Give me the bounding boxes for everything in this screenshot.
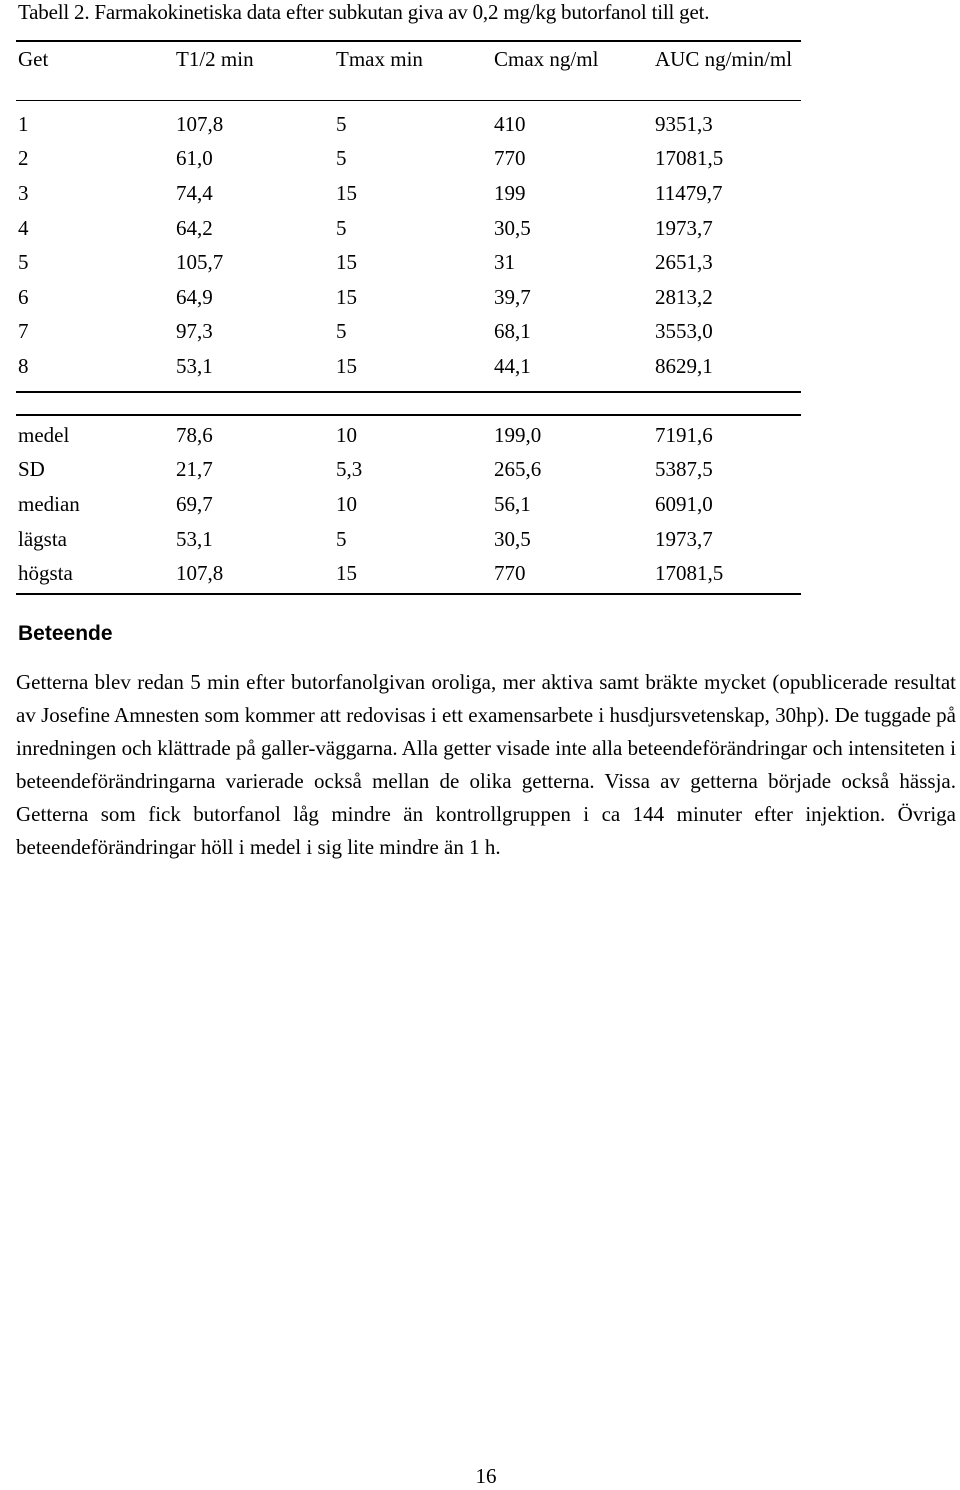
table-cell: 15: [336, 250, 357, 275]
table-cell: 15: [336, 284, 357, 309]
table-cell: 21,7: [176, 457, 213, 482]
table-cell: 2813,2: [655, 284, 713, 309]
table-cell: högsta: [18, 561, 73, 586]
table-cell: 199: [494, 180, 526, 205]
table-cell: 770: [494, 561, 526, 586]
table-cell: median: [18, 491, 80, 516]
table-cell: 69,7: [176, 491, 213, 516]
table-cell: 15: [336, 353, 357, 378]
table-cell: 44,1: [494, 353, 531, 378]
table-cell: 3: [18, 180, 29, 205]
header-tmax: Tmax min: [336, 47, 423, 71]
table-cell: SD: [18, 457, 45, 482]
table-cell: 5: [336, 319, 347, 344]
summary-row: [16, 522, 801, 557]
table-cell: 265,6: [494, 457, 542, 482]
table-cell: 9351,3: [655, 111, 713, 136]
header-get: Get: [18, 47, 49, 71]
table-cell: 7191,6: [655, 422, 713, 447]
summary-row: [16, 556, 801, 591]
header-cmax: Cmax ng/ml: [494, 47, 599, 71]
summary-row: [16, 487, 801, 522]
header-t-half: T1/2 min: [176, 47, 254, 71]
table-cell: 8629,1: [655, 353, 713, 378]
table-cell: 5: [336, 146, 347, 171]
table-row: [16, 176, 801, 211]
table-cell: 770: [494, 146, 526, 171]
table-cell: 61,0: [176, 146, 213, 171]
pk-data-table: [16, 40, 801, 393]
table-row: [16, 142, 801, 177]
table-cell: 64,2: [176, 215, 213, 240]
table-cell: 68,1: [494, 319, 531, 344]
table-cell: 15: [336, 180, 357, 205]
table-row: [16, 245, 801, 280]
table-row: [16, 107, 801, 142]
table-cell: 15: [336, 561, 357, 586]
table-cell: 10: [336, 422, 357, 447]
table-cell: 5: [336, 215, 347, 240]
table-cell: 5: [18, 250, 29, 275]
table-cell: 10: [336, 491, 357, 516]
table-cell: 5: [336, 111, 347, 136]
table-cell: 30,5: [494, 526, 531, 551]
table-cell: 107,8: [176, 561, 224, 586]
table-cell: 78,6: [176, 422, 213, 447]
table-row: [16, 211, 801, 246]
table-row: [16, 349, 801, 384]
table-cell: 8: [18, 353, 29, 378]
summary-row: [16, 418, 801, 453]
table-cell: 17081,5: [655, 146, 724, 171]
table-cell: 107,8: [176, 111, 224, 136]
table-cell: 5: [336, 526, 347, 551]
table-cell: medel: [18, 422, 70, 447]
table-cell: lägsta: [18, 526, 67, 551]
table-cell: 4: [18, 215, 29, 240]
table-cell: 39,7: [494, 284, 531, 309]
table-cell: 105,7: [176, 250, 224, 275]
page-number: 16: [475, 1464, 497, 1488]
summary-body: [16, 418, 801, 591]
table-cell: 64,9: [176, 284, 213, 309]
table-cell: 17081,5: [655, 561, 724, 586]
table-header-row: [16, 42, 801, 101]
summary-table: [16, 414, 801, 595]
table-caption: Tabell 2. Farmakokinetiska data efter subkutan giva av 0,2 mg/kg butorfanol till get.: [18, 0, 710, 24]
table-cell: 7: [18, 319, 29, 344]
table-cell: 199,0: [494, 422, 542, 447]
table-cell: 1: [18, 111, 29, 136]
table-cell: 31: [494, 250, 515, 275]
table-cell: 5387,5: [655, 457, 713, 482]
body-paragraph: Getterna blev redan 5 min efter butorfanolgivan oroliga, mer aktiva samt bräkte mycket (opublicerade resultat av Josefine Amnesten som kommer att redovisas i ett examensarbete i husdjursvetenskap, 30hp). De tuggade på inredningen och klättrade på galler-väggarna. Alla getter visade inte alla beteendeförändringar och intensiteten i beteendeförändringarna varierade också mellan de olika getterna. Vissa av getterna började också hässja. Getterna som fick butorfanol låg mindre än kontrollgruppen i ca 144 minuter efter injektion. Övriga beteendeförändringar höll i medel i sig lite mindre än 1 h.: [16, 670, 956, 859]
table-cell: 53,1: [176, 353, 213, 378]
table-cell: 97,3: [176, 319, 213, 344]
table-cell: 74,4: [176, 180, 213, 205]
table-cell: 1973,7: [655, 215, 713, 240]
table-cell: 56,1: [494, 491, 531, 516]
table-cell: 53,1: [176, 526, 213, 551]
header-auc: AUC ng/min/ml: [655, 47, 793, 71]
table-row: [16, 315, 801, 350]
table-cell: 410: [494, 111, 526, 136]
table-cell: 6: [18, 284, 29, 309]
summary-row: [16, 453, 801, 488]
table-cell: 1973,7: [655, 526, 713, 551]
section-heading: Beteende: [18, 622, 113, 645]
table-body: [16, 107, 801, 384]
table-cell: 30,5: [494, 215, 531, 240]
table-cell: 2651,3: [655, 250, 713, 275]
table-cell: 2: [18, 146, 29, 171]
table-cell: 3553,0: [655, 319, 713, 344]
table-row: [16, 280, 801, 315]
table-cell: 6091,0: [655, 491, 713, 516]
table-cell: 11479,7: [655, 180, 723, 205]
table-cell: 5,3: [336, 457, 363, 482]
